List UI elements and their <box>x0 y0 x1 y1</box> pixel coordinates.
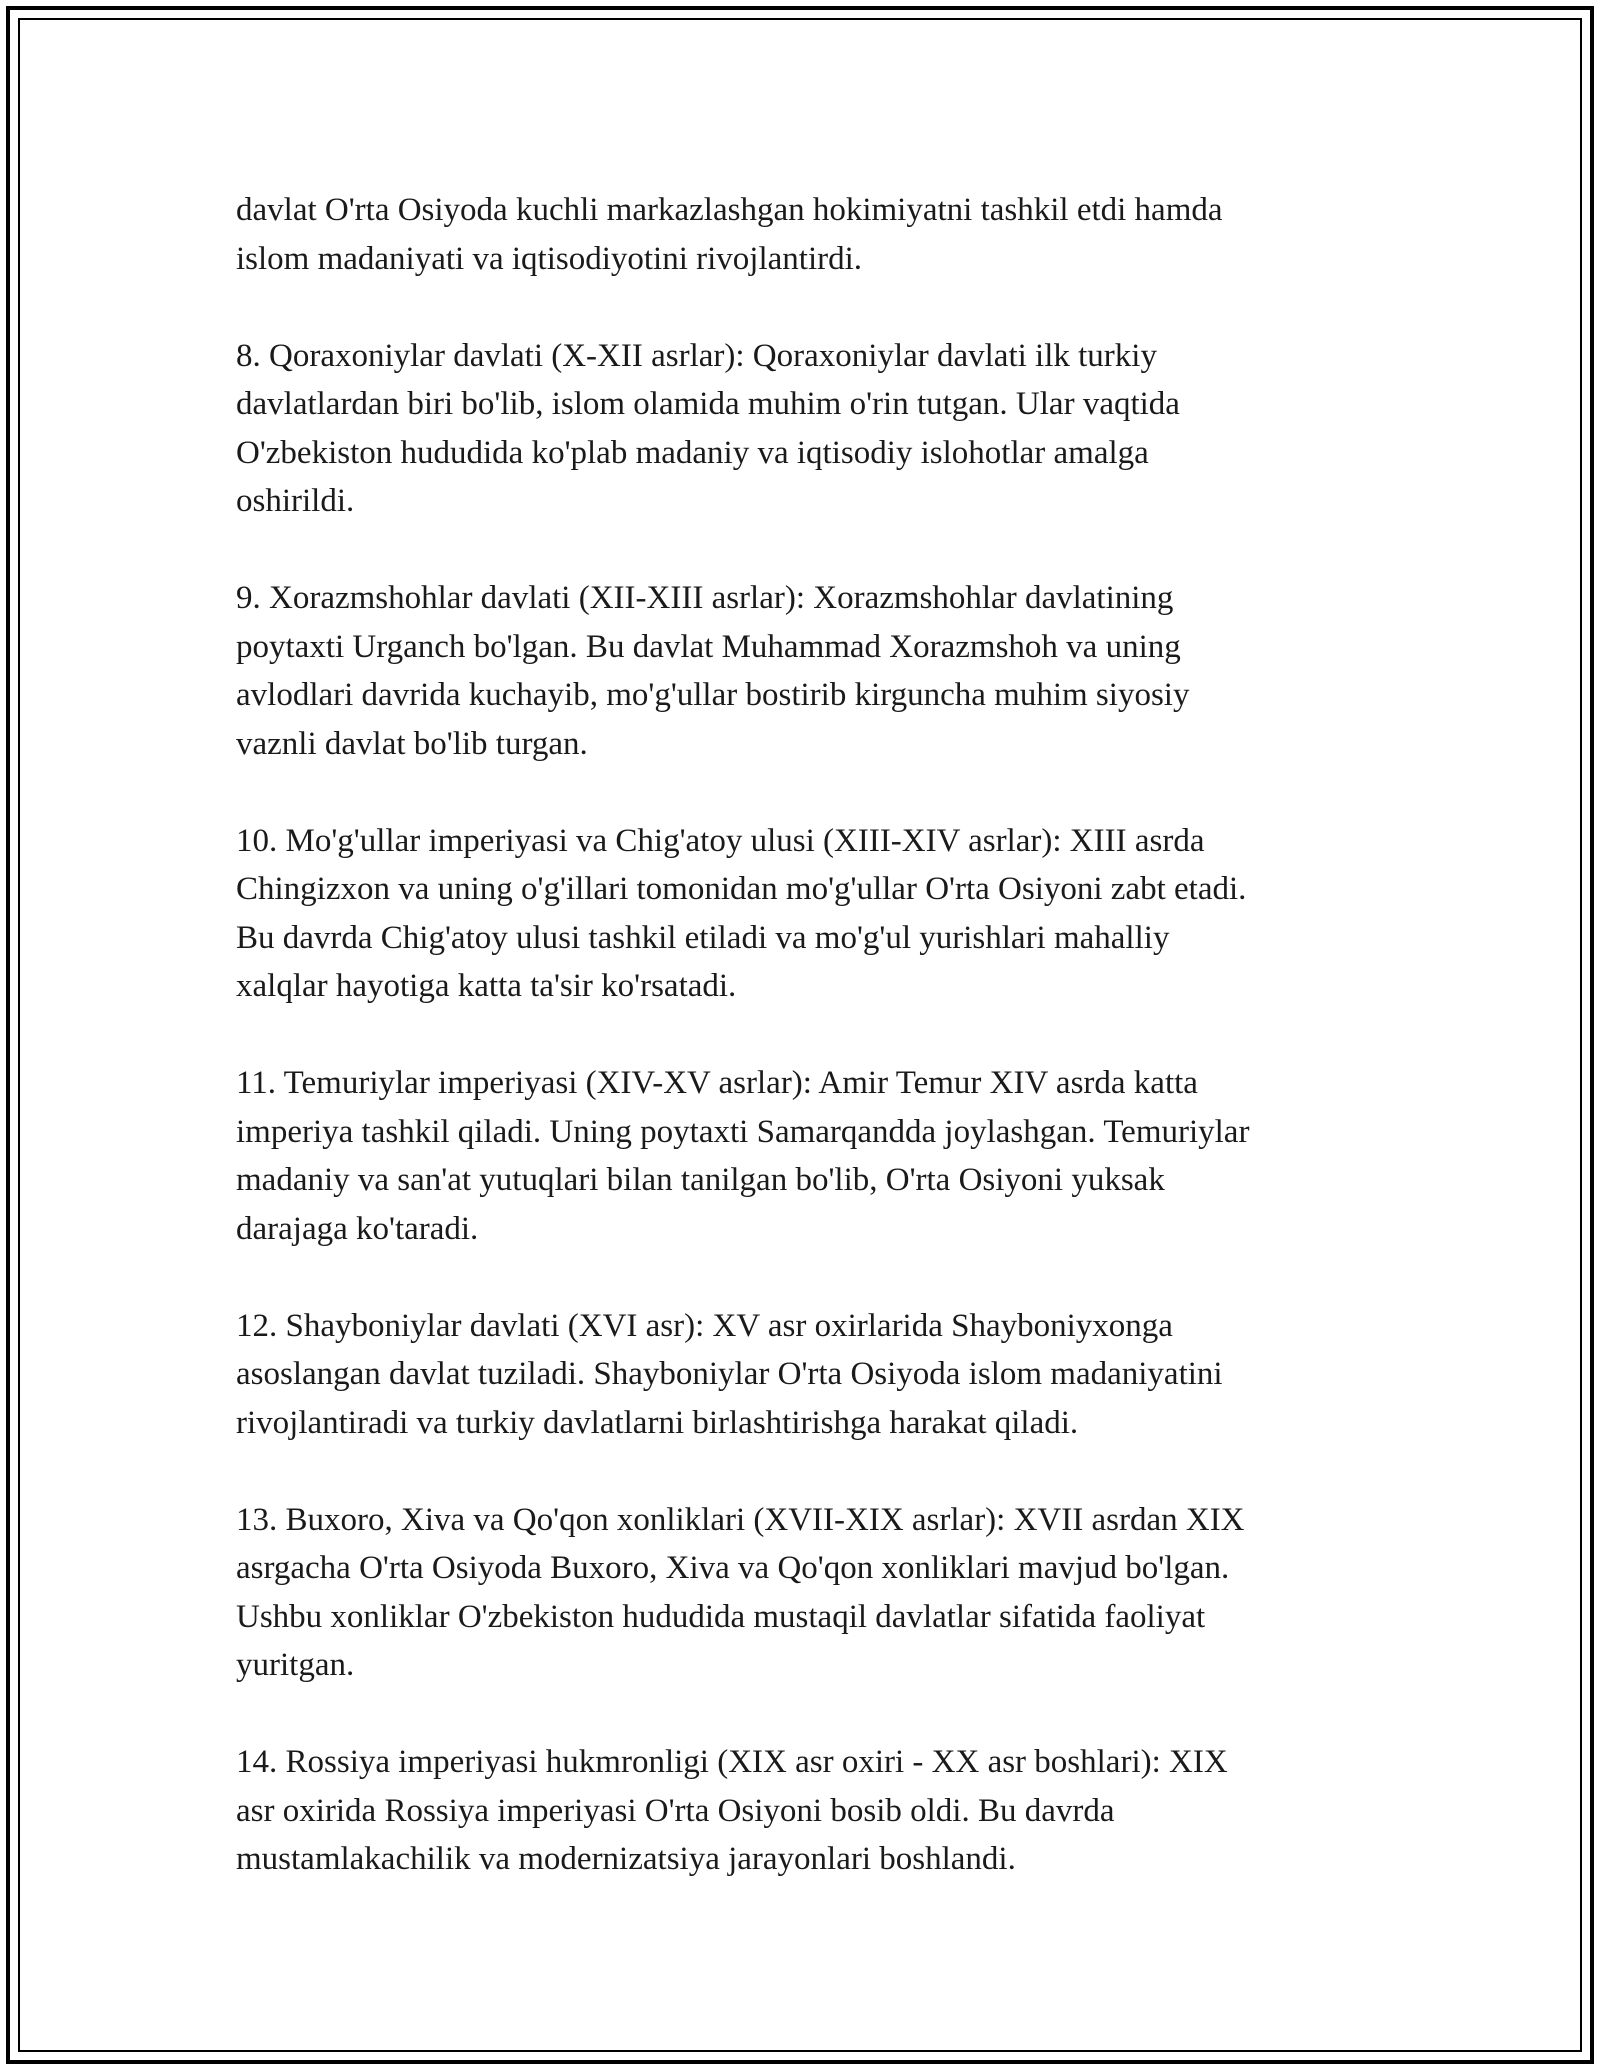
paragraph-xorazmshohlar: 9. Xorazmshohlar davlati (XII-XIII asrlar): Xorazmshohlar davlatining poytaxti Urganch bo'lgan. Bu davlat Muhammad Xorazmshoh va uning avlodlari davrida kuchayib, mo'g'ullar bostirib kirguncha muhim siyosiy vaznli davlat bo'lib turgan. <box>236 580 1190 762</box>
paragraph-rossiya: 14. Rossiya imperiyasi hukmronligi (XIX asr oxiri - XX asr boshlari): XIX asr oxirida Rossiya imperiyasi O'rta Osiyoni bosib oldi. Bu davrda mustamlakachilik va modernizatsiya jarayonlari boshlandi. <box>236 1744 1228 1877</box>
paragraph-mogullar: 10. Mo'g'ullar imperiyasi va Chig'atoy ulusi (XIII-XIV asrlar): XIII asrda Chingizxon va uning o'g'illari tomonidan mo'g'ullar O'rta Osiyoni zabt etadi. Bu davrda Chig'atoy ulusi tashkil etiladi va mo'g'ul yurishlari mahalliy xalqlar hayotiga katta ta'sir ko'rsatadi. <box>236 822 1247 1004</box>
paragraph-temuriylar: 11. Temuriylar imperiyasi (XIV-XV asrlar): Amir Temur XIV asrda katta imperiya tashkil qiladi. Uning poytaxti Samarqandda joylashgan. Temuriylar madaniy va san'at yutuqlari bilan tanilgan bo'lib, O'rta Osiyoni yuksak darajaga ko'taradi. <box>236 1065 1250 1247</box>
paragraph-shayboniylar: 12. Shayboniylar davlati (XVI asr): XV asr oxirlarida Shayboniyxonga asoslangan davlat tuziladi. Shayboniylar O'rta Osiyoda islom madaniyatini rivojlantiradi va turkiy davlatlarni birlashtirishga harakat qiladi. <box>236 1307 1223 1441</box>
document-body <box>236 186 1386 1884</box>
paragraph-qoraxoniylar: 8. Qoraxoniylar davlati (X-XII asrlar): Qoraxoniylar davlati ilk turkiy davlatlardan biri bo'lib, islom olamida muhim o'rin tutgan. Ular vaqtida O'zbekiston hududida ko'plab madaniy va iqtisodiy islohotlar amalga oshirildi. <box>236 337 1180 519</box>
paragraph-xonliklar: 13. Buxoro, Xiva va Qo'qon xonliklari (XVII-XIX asrlar): XVII asrdan XIX asrgacha O'rta Osiyoda Buxoro, Xiva va Qo'qon xonliklari mavjud bo'lgan. Ushbu xonliklar O'zbekiston hududida mustaqil davlatlar sifatida faoliyat yuritgan. <box>236 1501 1245 1683</box>
paragraph-continuation: davlat O'rta Osiyoda kuchli markazlashgan hokimiyatni tashkil etdi hamda islom madaniyati va iqtisodiyotini rivojlantirdi. <box>236 192 1223 277</box>
